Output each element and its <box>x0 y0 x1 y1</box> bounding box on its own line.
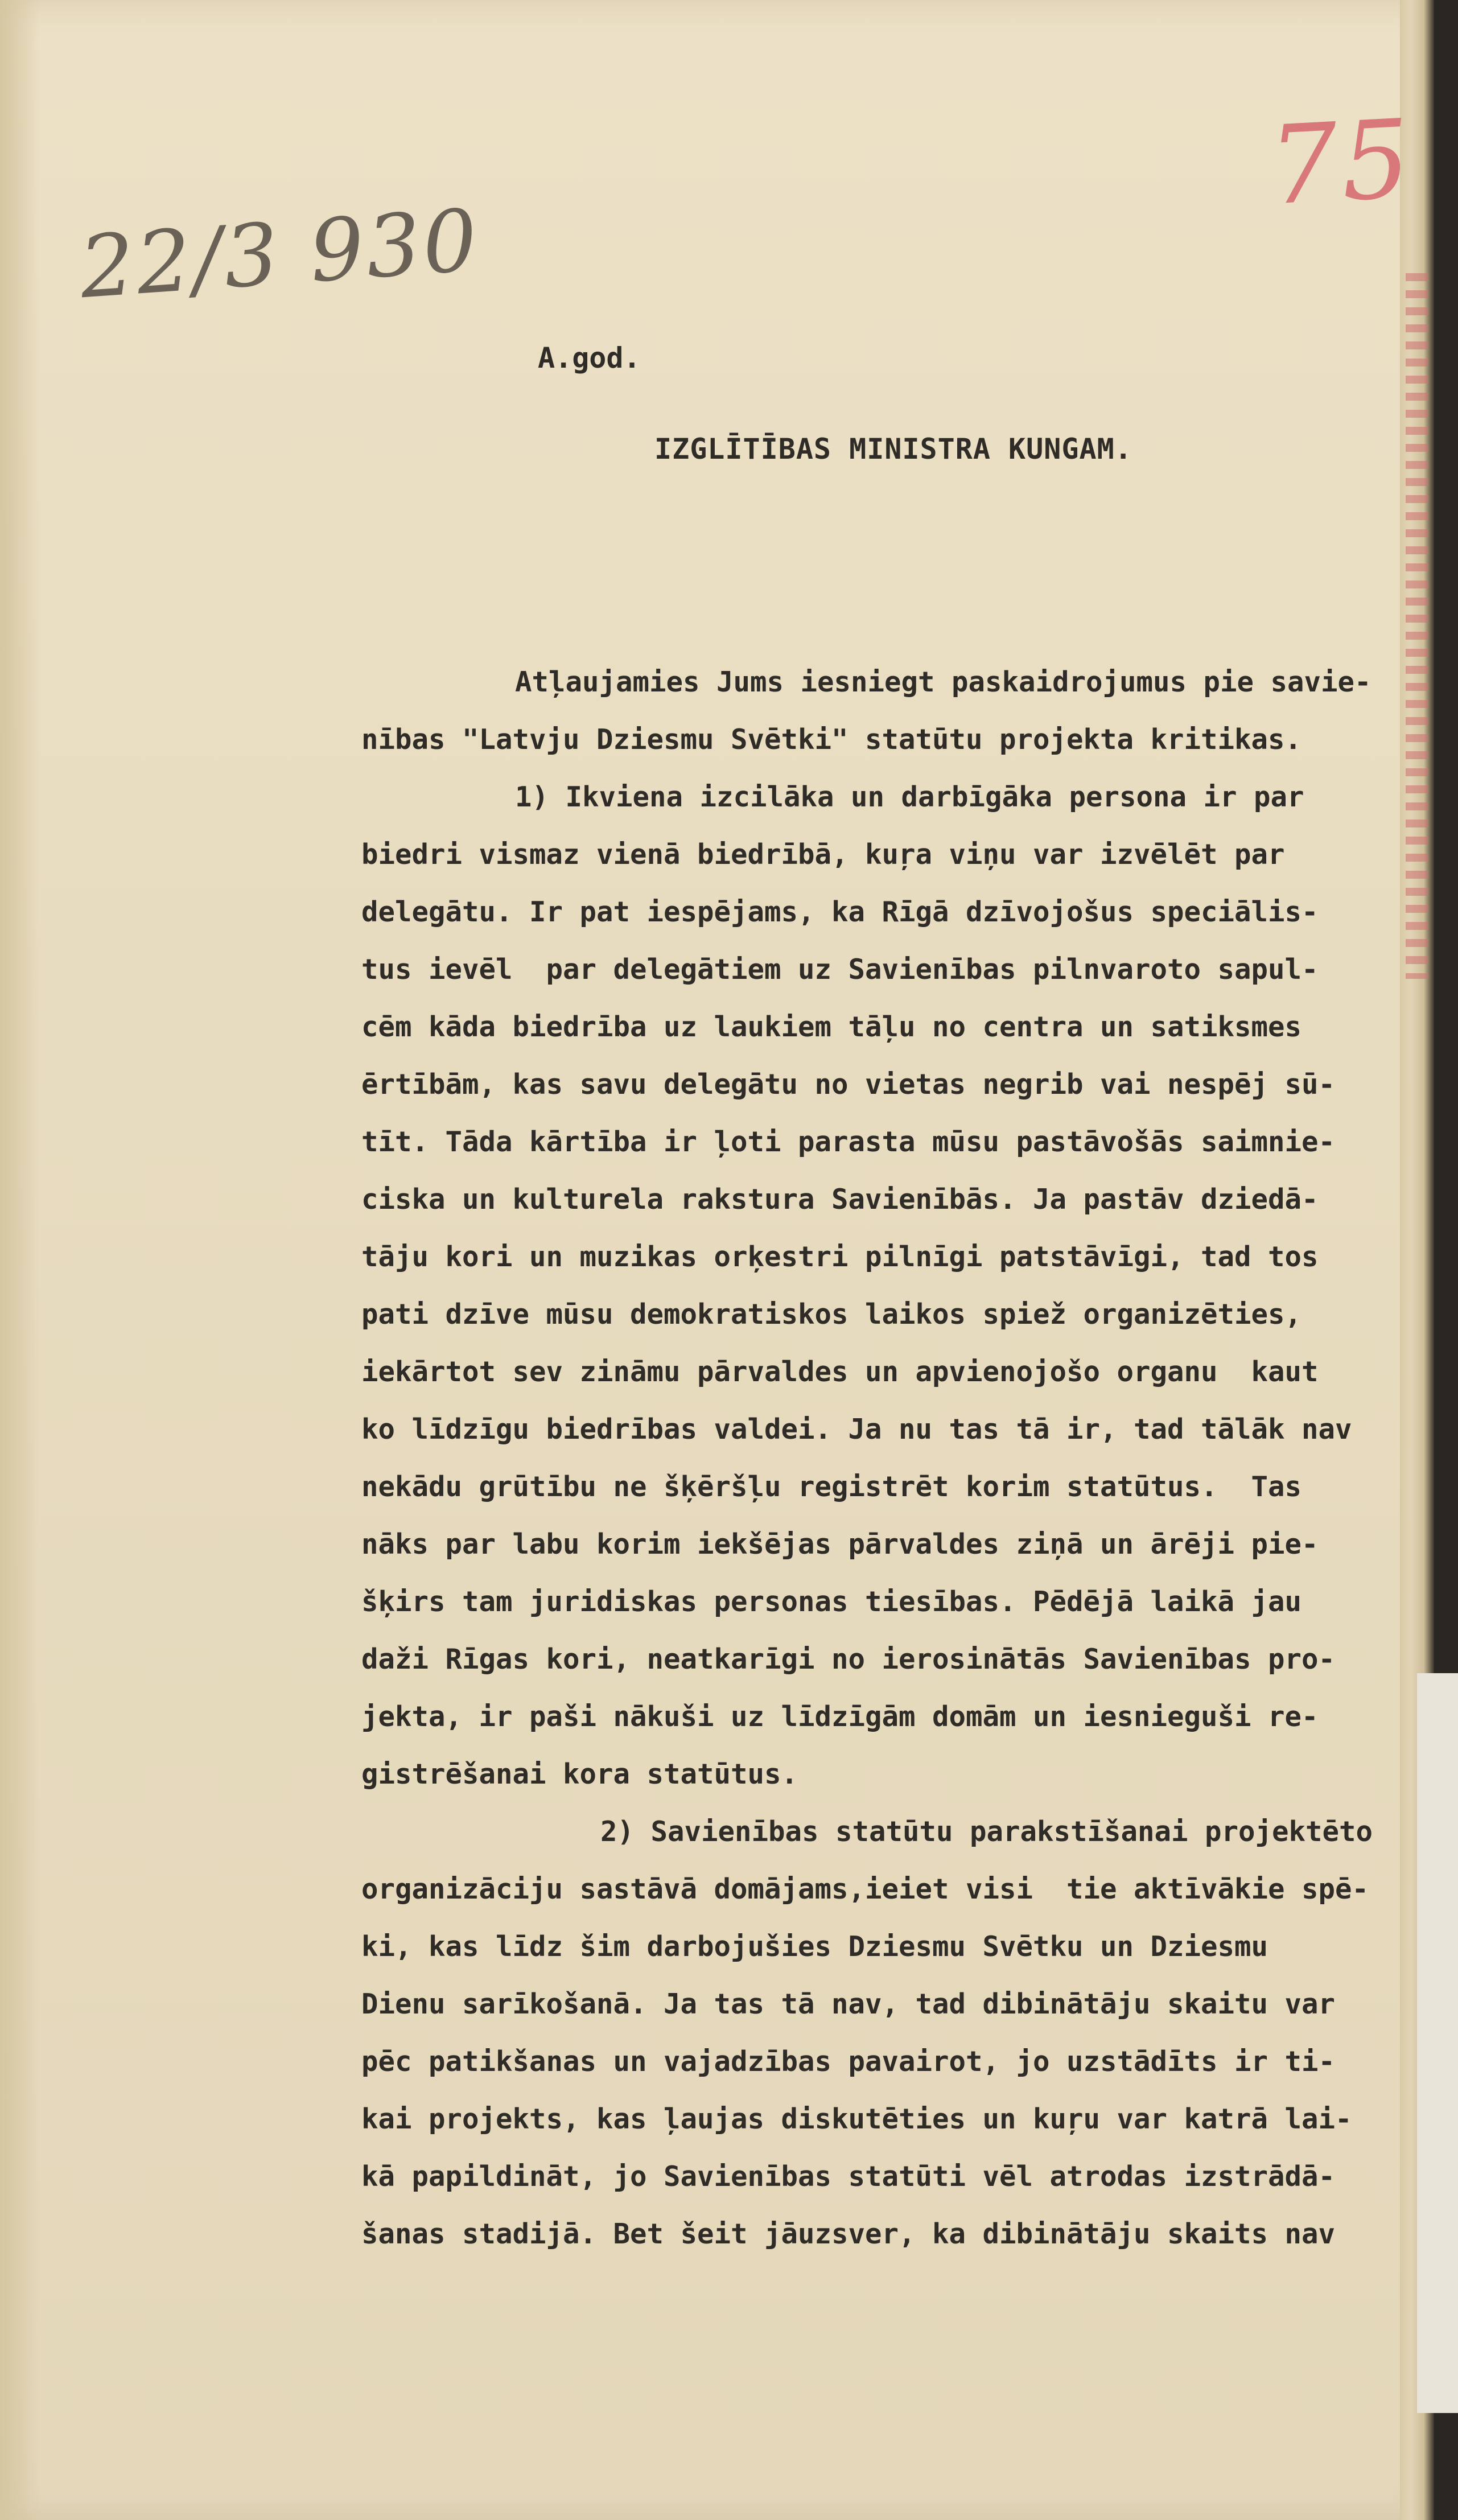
body-line: kai projekts, kas ļaujas diskutēties un kuŗu var katrā lai- <box>361 2103 1352 2135</box>
body-line: 2) Savienības statūtu parakstīšanai projektēto <box>600 1815 1373 1848</box>
body-line: Dienu sarīkošanā. Ja tas tā nav, tad dibinātāju skaitu var <box>361 1988 1336 2020</box>
body-line: delegātu. Ir pat iespējams, ka Rīgā dzīvojošus speciālis- <box>361 896 1319 928</box>
body-line: cēm kāda biedrība uz laukiem tāļu no centra un satiksmes <box>361 1011 1302 1043</box>
body-line: šanas stadijā. Bet šeit jāuzsver, ka dibinātāju skaits nav <box>361 2218 1336 2250</box>
body-line: tāju kori un muzikas orķestri pilnīgi patstāvīgi, tad tos <box>361 1241 1319 1273</box>
body-line: gistrēšanai kora statūtus. <box>361 1758 798 1790</box>
body-line: nekādu grūtību ne šķēršļu registrēt korim statūtus. Tas <box>361 1471 1302 1503</box>
body-line: ki, kas līdz šim darbojušies Dziesmu Svētku un Dziesmu <box>361 1930 1268 1963</box>
addressee: IZGLĪTĪBAS MINISTRA KUNGAM. <box>654 433 1132 466</box>
body-line: ko līdzīgu biedrības valdei. Ja nu tas tā ir, tad tālāk nav <box>361 1413 1352 1446</box>
body-line: nības "Latvju Dziesmu Svētki" statūtu projekta kritikas. <box>361 723 1302 756</box>
body-line: organizāciju sastāvā domājams,ieiet visi tie aktīvākie spē- <box>361 1873 1369 1905</box>
salutation: A.god. <box>538 341 641 374</box>
body-line: daži Rīgas kori, neatkarīgi no ierosinātās Savienības pro- <box>361 1643 1336 1675</box>
body-line: nāks par labu korim iekšējas pārvaldes ziņā un ārēji pie- <box>361 1528 1319 1560</box>
folio-number-handwritten: 75 <box>1266 96 1417 229</box>
archive-number-handwritten: 22/3 930 <box>76 191 483 318</box>
letter-body <box>361 653 1386 2263</box>
body-line: 1) Ikviena izcilāka un darbīgāka persona ir par <box>515 781 1304 813</box>
page-left-shadow <box>0 0 40 2520</box>
red-marking-strip <box>1406 273 1428 979</box>
body-line: tīt. Tāda kārtība ir ļoti parasta mūsu pastāvošās saimnie- <box>361 1126 1336 1158</box>
body-line: pēc patikšanas un vajadzības pavairot, jo uzstādīts ir ti- <box>361 2045 1336 2078</box>
body-line: biedri vismaz vienā biedrībā, kuŗa viņu var izvēlēt par <box>361 838 1285 871</box>
body-line: iekārtot sev zināmu pārvaldes un apvienojošo organu kaut <box>361 1356 1319 1388</box>
body-line: šķirs tam juridiskas personas tiesības. Pēdējā laikā jau <box>361 1586 1302 1618</box>
body-line: ērtībām, kas savu delegātu no vietas negrib vai nespēj sū- <box>361 1068 1336 1101</box>
body-line: tus ievēl par delegātiem uz Savienības pilnvaroto sapul- <box>361 953 1319 986</box>
body-line: Atļaujamies Jums iesniegt paskaidrojumus pie savie- <box>515 666 1371 698</box>
underlying-sheet-strip <box>1417 1673 1458 2413</box>
body-line: kā papildināt, jo Savienības statūti vēl atrodas izstrādā- <box>361 2160 1336 2193</box>
body-line: jekta, ir paši nākuši uz līdzīgām domām un iesnieguši re- <box>361 1700 1319 1733</box>
body-line: ciska un kulturela rakstura Savienībās. Ja pastāv dziedā- <box>361 1183 1319 1216</box>
body-line: pati dzīve mūsu demokratiskos laikos spiež organizēties, <box>361 1298 1302 1331</box>
